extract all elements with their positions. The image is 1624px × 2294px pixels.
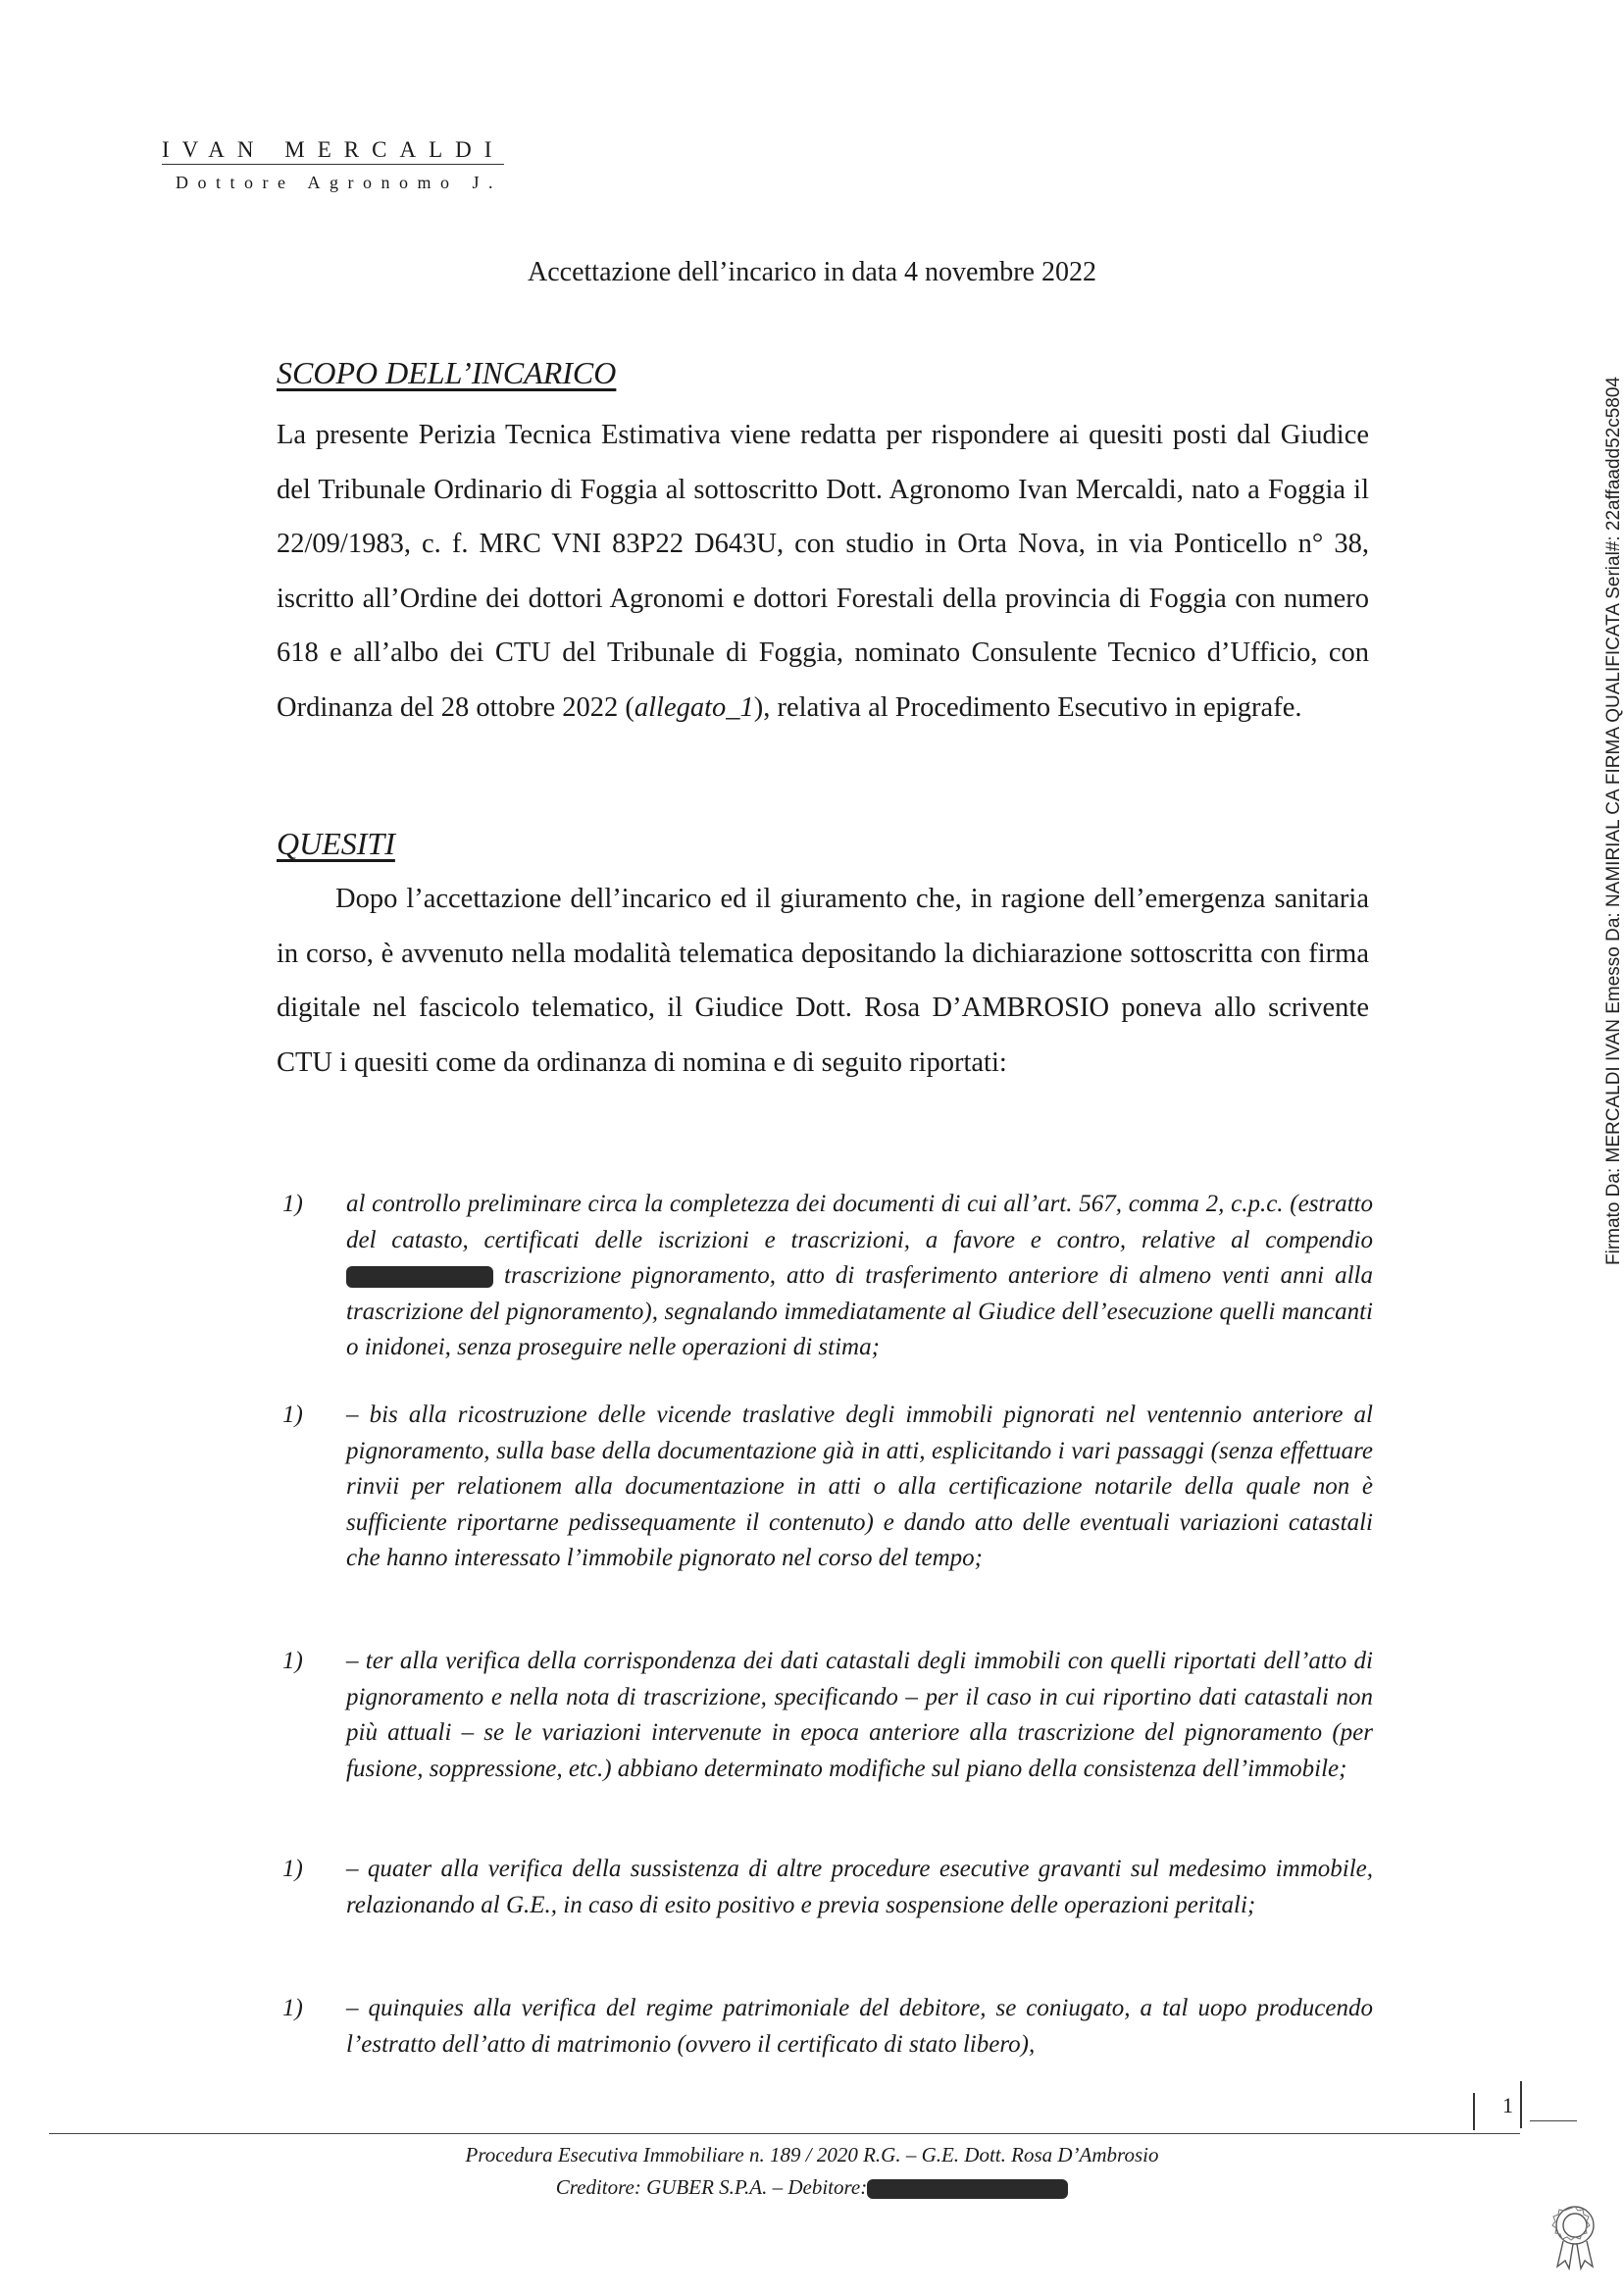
- item-text: – quater alla verifica della sussistenza di altre procedure esecutive gravanti sul medesimo immobile, relazionando al G.E., in caso di esito positivo e previa sospensione delle operazioni peritali;: [346, 1856, 1373, 1918]
- item-text: – quinquies alla verifica del regime patrimoniale del debitore, se coniugato, a tal uopo producendo l’estratto dell’atto di matrimonio (ovvero il certificato di stato libero),: [346, 1995, 1373, 2058]
- list-item: [282, 1187, 1373, 1366]
- redaction-mark: [346, 1266, 493, 1288]
- item-number: 1): [282, 1402, 303, 1428]
- item-text: al controllo preliminare circa la completezza dei documenti di cui all’art. 567, comma 2, c.p.c. (estratto del catasto, certificati delle iscrizioni e trascrizioni, a favore e contro, relative al compendio: [346, 1191, 1373, 1253]
- section-heading-scopo: SCOPO DELL’INCARICO: [277, 355, 617, 390]
- list-item: [282, 1644, 1373, 1787]
- item-number: 1): [282, 1856, 303, 1882]
- seal-icon: [1548, 2202, 1602, 2270]
- item-number: 1): [282, 1995, 303, 2021]
- footer-divider-right: [1530, 2120, 1577, 2121]
- item-number: 1): [282, 1191, 303, 1217]
- page-number-bracket-left: [1473, 2093, 1475, 2130]
- paragraph-quesiti-intro: Dopo l’accettazione dell’incarico ed il giuramento che, in ragione dell’emergenza sanitaria in corso, è avvenuto nella modalità telematica depositando la dichiarazione sottoscritta con firma digitale nel fascicolo telematico, il Giudice Dott. Rosa D’AMBROSIO poneva allo scrivente CTU i quesiti come da ordinanza di nomina e di seguito riportati:: [277, 884, 1369, 1078]
- footer-creditor: Creditore: GUBER S.P.A. – Debitore:: [555, 2175, 868, 2199]
- list-item: [282, 1991, 1373, 2063]
- paragraph-scopo-text: La presente Perizia Tecnica Estimativa viene redatta per rispondere ai quesiti posti dal Giudice del Tribunale Ordinario di Foggia al sottoscritto Dott. Agronomo Ivan Mercaldi, nato a Foggia il 22/09/1983, c. f. MRC VNI 83P22 D643U, con studio in Orta Nova, in via Ponticello n° 38, iscritto all’Ordine dei dottori Agronomi e dottori Forestali della provincia di Foggia con numero 618 e all’albo dei CTU del Tribunale di Foggia, nominato Consulente Tecnico d’Ufficio, con Ordinanza del 28 ottobre 2022 (: [277, 420, 1369, 723]
- digital-signature-text: Firmato Da: MERCALDI IVAN Emesso Da: NAMIRIAL CA FIRMA QUALIFICATA Serial#: 22affaadd52c5804: [1603, 377, 1624, 1265]
- paragraph-scopo-text-end: ), relativa al Procedimento Esecutivo in epigrafe.: [753, 691, 1302, 723]
- page-number-bracket-right: [1520, 2081, 1522, 2128]
- list-item: [282, 1398, 1373, 1577]
- letterhead: [162, 137, 504, 193]
- section-heading-quesiti: QUESITI: [277, 826, 395, 861]
- footer-procedure-line: Procedura Esecutiva Immobiliare n. 189 / 2020 R.G. – G.E. Dott. Rosa D’Ambrosio: [465, 2143, 1159, 2167]
- item-text: – bis alla ricostruzione delle vicende traslative degli immobili pignorati nel ventennio anteriore al pignoramento, sulla base della documentazione già in atti, esplicitando i vari passaggi (senza effettuare rinvii per relationem alla documentazione in atti o alla certificazione notarile della quale non è sufficiente riportarne pedissequamente il contenuto) e dando atto delle eventuali variazioni catastali che hanno interessato l’immobile pignorato nel corso del tempo;: [346, 1402, 1373, 1571]
- footer-parties-line: [0, 2175, 1624, 2200]
- item-text: – ter alla verifica della corrispondenza dei dati catastali degli immobili con quelli riportati dell’atto di pignoramento e nella nota di trascrizione, specificando – per il caso in cui riportino dati catastali non più attuali – se le variazioni intervenute in epoca anteriore alla trascrizione del pignoramento (per fusione, soppressione, etc.) abbiano determinato modifiche sul piano della consistenza dell’immobile;: [346, 1648, 1373, 1782]
- list-item: [282, 1852, 1373, 1923]
- letterhead-name: IVAN MERCALDI: [162, 137, 504, 165]
- footer-divider: [49, 2133, 1520, 2134]
- reference-allegato: allegato_1: [634, 691, 754, 723]
- acceptance-line: Accettazione dell’incarico in data 4 novembre 2022: [528, 257, 1096, 287]
- page-number: 1: [1502, 2093, 1513, 2117]
- redaction-mark: [867, 2179, 1068, 2199]
- paragraph-scopo: [277, 408, 1369, 735]
- item-number: 1): [282, 1648, 303, 1674]
- item-text-cont: trascrizione pignoramento, atto di trasferimento anteriore di almeno venti anni alla trascrizione del pignoramento), segnalando immediatamente al Giudice dell’esecuzione quelli mancanti o inidonei, senza proseguire nelle operazioni di stima;: [346, 1262, 1373, 1360]
- letterhead-title: Dottore Agronomo J.: [176, 173, 502, 192]
